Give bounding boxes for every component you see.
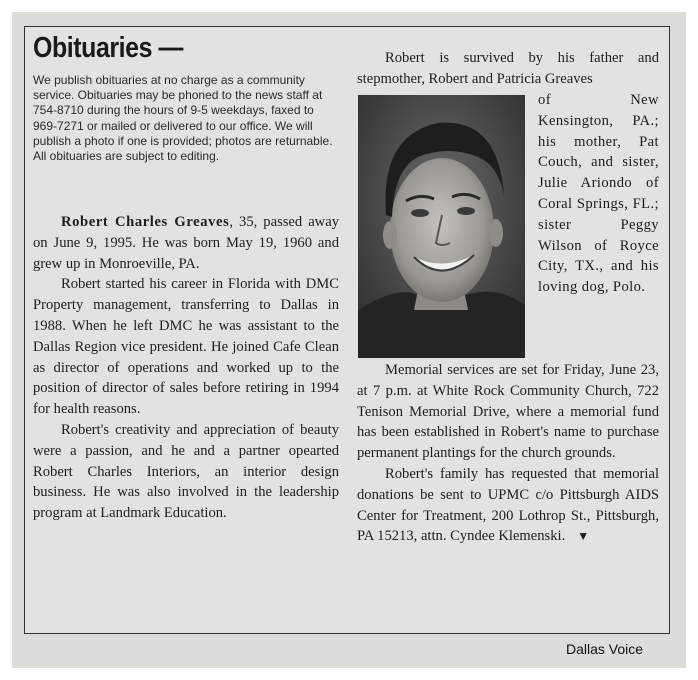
paragraph-4-wrap: of New Kensington, PA.; his mother, Pat Couch, and sister, Julie Ariondo of Coral Springs, FL.; sister Peggy Wilson of Royce City, TX., and his loving dog, Polo. — [538, 92, 659, 296]
paragraph-1 — [33, 212, 339, 274]
wrapped-text-column — [538, 90, 659, 298]
right-column-top — [357, 48, 659, 90]
paragraph-4-top: Robert is survived by his father and stepmother, Robert and Patricia Greaves — [357, 50, 659, 87]
paragraph-2: Robert started his career in Florida with DMC Property management, transferring to Dallas in 1988. When he left DMC he was assistant to the Dallas Region vice president. He joined Cafe Clean as director of operations and worked up to the position of director of sales before retiring in 1994 for health reasons. — [33, 276, 339, 418]
paragraph-1-text: , 35, passed away on June 9, 1995. He was born May 19, 1960 and grew up in Monroeville, PA. — [33, 214, 339, 272]
paragraph-6-text: Robert's family has requested that memorial donations be sent to UPMC c/o Pittsburgh AIDS Center for Treatment, 200 Lothrop St., Pittsburgh, PA 15213, attn. Cyndee Klemenski. — [357, 465, 659, 545]
deceased-name: Robert Charles Greaves — [61, 214, 230, 230]
intro-notice: We publish obituaries at no charge as a community service. Obituaries may be phoned to the news staff at 754-8710 during the hours of 9-5 weekdays, faxed to 969-7271 or mailed or delivered to our office. We will publish a photo if one is provided; photos are returnable. All obituaries are subject to editing. — [33, 73, 333, 164]
publication-credit: Dallas Voice — [566, 641, 644, 657]
end-mark-icon: ▼ — [577, 529, 590, 544]
portrait-photo — [358, 95, 525, 358]
right-column-bottom — [357, 360, 659, 547]
paragraph-3: Robert's creativity and appreciation of beauty were a passion, and he and a partner opearted Robert Charles Interiors, an interior design business. He was also involved in the leadership program at Landmark Education. — [33, 421, 339, 522]
section-heading: Obituaries — — [33, 32, 184, 64]
paragraph-6 — [357, 464, 659, 547]
left-column — [33, 212, 339, 524]
paragraph-5: Memorial services are set for Friday, June 23, at 7 p.m. at White Rock Community Church, 722 Tenison Memorial Drive, where a memorial fund has been established in Robert's name to purchase permanent plantings for the church grounds. — [357, 362, 659, 462]
